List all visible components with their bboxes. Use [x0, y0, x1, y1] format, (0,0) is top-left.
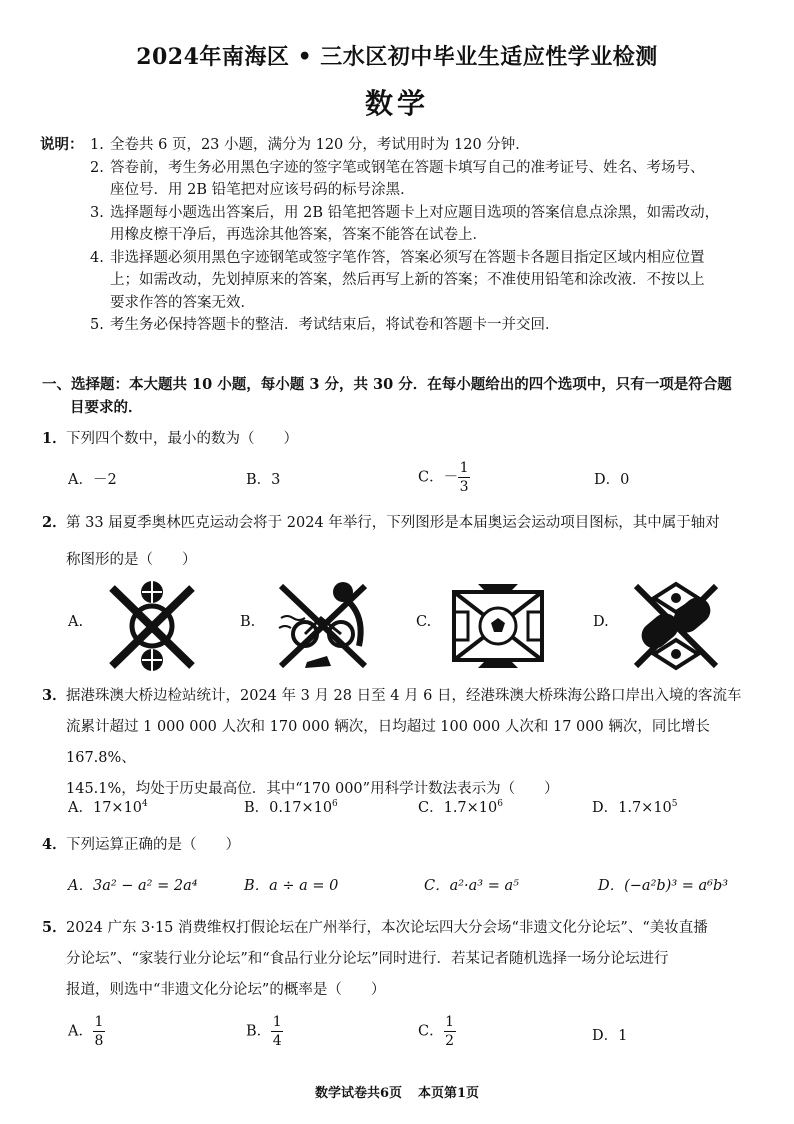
question-1-options: [68, 460, 768, 500]
question-2: 2．第 33 届夏季奥林匹克运动会将于 2024 年举行，下列图形是本届奥运会运动项目图标，其中属于轴对 称图形的是（ ）: [42, 514, 720, 568]
instructions-lead: 说明：: [40, 136, 84, 153]
option-a: A.: [68, 614, 84, 630]
cycling-icon: [273, 578, 373, 674]
option-b: B．a ÷ a = 0: [244, 878, 339, 894]
question-1: 1．下列四个数中，最小的数为（ ）: [42, 430, 298, 447]
section-heading: 一、选择题：本大题共 10 小题，每小题 3 分，共 30 分．在每小题给出的四个选项中，只有一项是符合题 目要求的．: [42, 376, 732, 416]
fencing-icon: [626, 578, 726, 674]
basketball-icon: [102, 578, 202, 674]
option-a: A． $\frac{1}{8}$: [68, 1014, 104, 1049]
option-c: C．a²·a³ = a⁵: [424, 878, 519, 894]
option-d: D．0: [594, 472, 630, 488]
question-3: 3．据港珠澳大桥边检站统计，2024 年 3 月 28 日至 4 月 6 日，经港珠澳大桥珠海公路口岸出入境的客流车 流累计超过 1 000 000 人次和 170 000 辆次，日均超过 100 000 人次和 17 000 辆次，同比增长 167.8%、 145.1%，均处于历史最高位．其中“170 000”用科学计数法表示为（ ）: [42, 687, 742, 797]
option-a: A．3a² − a² = 2a⁴: [68, 878, 198, 894]
question-4: 4．下列运算正确的是（ ）: [42, 836, 240, 853]
option-b: B．$0.17\times 10^6$: [244, 799, 338, 816]
option-a: A．－2: [68, 472, 117, 488]
option-a: A．$17\times 10^4$: [68, 799, 148, 816]
question-5-options: [68, 1014, 768, 1058]
subject-title: 数学: [364, 87, 429, 120]
option-c: C.: [416, 614, 432, 630]
question-5: 5．2024 广东 3·15 消费维权打假论坛在广州举行，本次论坛四大分会场“非遗文化分论坛”、“美妆直播 分论坛”、“家装行业分论坛”和“食品行业分论坛”同时进行．若某记者随机选择一场分论坛进行 报道，则选中“非遗文化分论坛”的概率是（ ）: [42, 919, 708, 998]
option-c: C．－ $\frac{1}{3}$: [418, 460, 469, 495]
option-b: B.: [240, 614, 256, 630]
football-icon: [448, 578, 548, 674]
option-d: D．(−a²b)³ = a⁶b³: [598, 878, 729, 894]
option-c: C． $\frac{1}{2}$: [418, 1014, 455, 1049]
option-b: B．3: [246, 472, 281, 488]
option-d: D.: [593, 614, 609, 630]
option-d: D．1: [592, 1028, 628, 1044]
question-2-options: [68, 578, 768, 678]
page-footer: 数学试卷共6页 本页第1页: [314, 1086, 480, 1101]
exam-title: 2024年南海区 • 三水区初中毕业生适应性学业检测: [136, 44, 658, 70]
instructions: 说明： 1. 全卷共 6 页，23 小题，满分为 120 分，考试用时为 120 分钟． 2. 答卷前，考生务必用黑色字迹的签字笔或钢笔在答题卡填写自己的准考证号、姓名、考场号、 座位号．用 2B 铅笔把对应该号码的标号涂黑． 3. 选择题每小题选出答案后，用 2B 铅笔把答题卡上对应题目选项的答案信息点涂黑，如需改动， 用橡皮檫干净后，再选涂其他答案，答案不能答在试卷上． 4. 非选择题必须用黑色字迹钢笔或签字笔作答，答案必须写在答题卡各题目指定区域内相应位置 上；如需改动，先划掉原来的答案，然后再写上新的答案；不准使用铅笔和涂改液．不按以上 要求作答的答案无效． 5. 考生务必保持答题卡的整洁．考试结束后，将试卷和答题卡一并交回．: [40, 136, 720, 333]
option-c: C．$1.7\times 10^6$: [418, 799, 503, 816]
question-4-options: [68, 874, 768, 914]
option-b: B． $\frac{1}{4}$: [246, 1014, 282, 1049]
option-d: D．$1.7\times 10^5$: [592, 799, 678, 816]
